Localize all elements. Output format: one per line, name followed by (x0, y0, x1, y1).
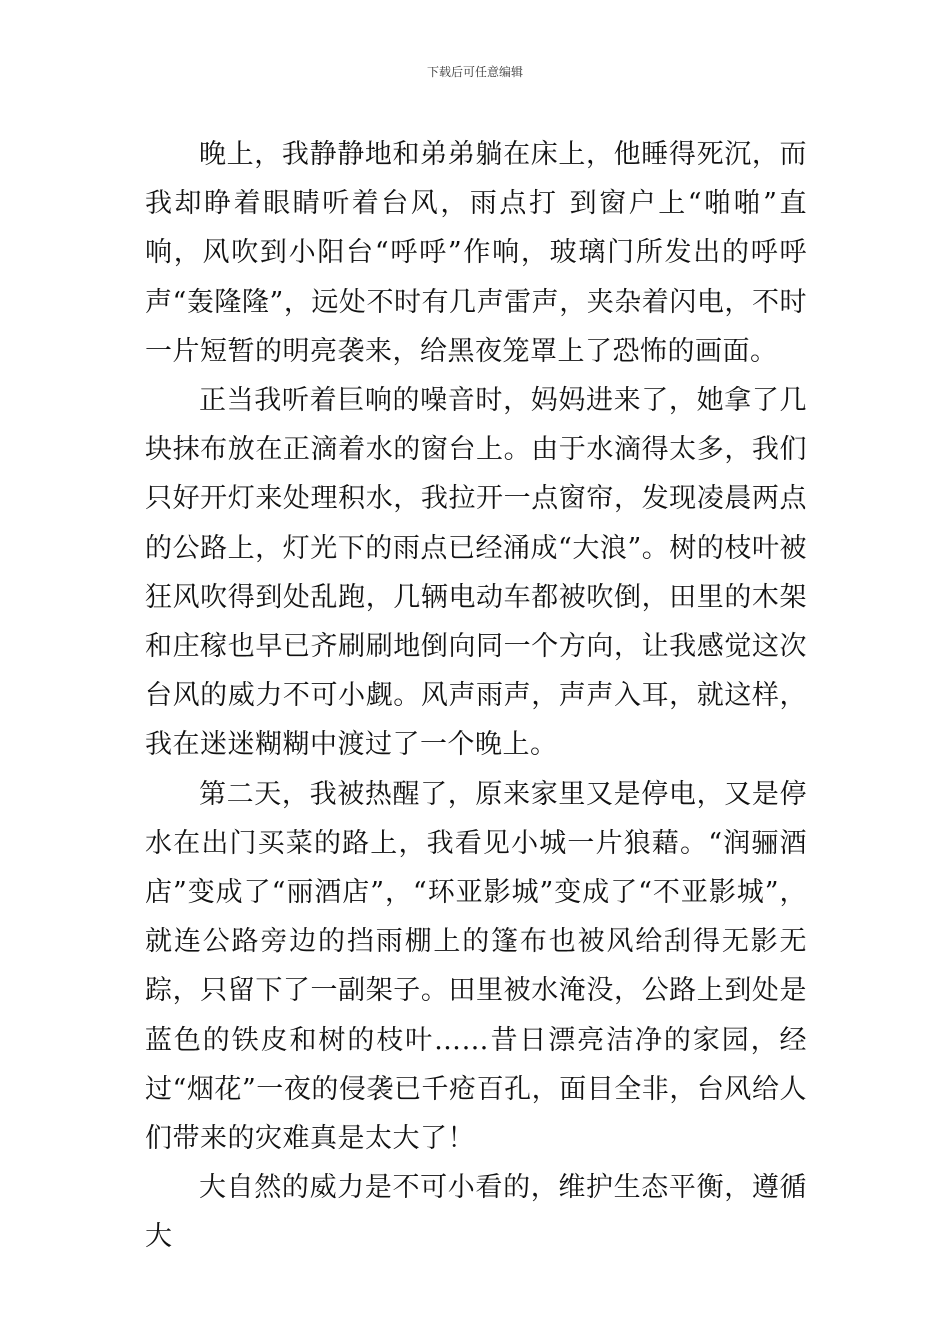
paragraph-3: 第二天，我被热醒了，原来家里又是停电，又是停水在出门买菜的路上，我看见小城一片狼藉。“润骊酒店”变成了“丽酒店”，“环亚影城”变成了“不亚影城”，就连公路旁边的挡雨棚上的篷布也被风给刮得无影无踪，只留下了一副架子。田里被水淹没，公路上到处是蓝色的铁皮和树的枝叶……昔日漂亮洁净的家园，经过“烟花”一夜的侵袭已千疮百孔，面目全非，台风给人们带来的灾难真是太大了！ (145, 778, 807, 1155)
paragraph-4: 大自然的威力是不可小看的，维护生态平衡，遵循大 (145, 1172, 807, 1253)
paragraph-2: 正当我听着巨响的噪音时，妈妈进来了，她拿了几块抹布放在正滴着水的窗台上。由于水滴得太多，我们只好开灯来处理积水，我拉开一点窗帘，发现凌晨两点的公路上，灯光下的雨点已经涌成“大浪”。树的枝叶被狂风吹得到处乱跑，几辆电动车都被吹倒，田里的木架和庄稼也早已齐刷刷地倒向同一个方向，让我感觉这次台风的威力不可小觑。风声雨声，声声入耳，就这样，我在迷迷糊糊中渡过了一个晚上。 (145, 385, 807, 761)
page-header: 下载后可任意编辑 (426, 65, 523, 79)
document-body (145, 130, 807, 1262)
paragraph-1: 晚上，我静静地和弟弟躺在床上，他睡得死沉，而我却睁着眼睛听着台风，雨点打 到窗户上“啪啪”直响，风吹到小阳台“呼呼”作响，玻璃门所发出的呼呼声“轰隆隆”，远处不时有几声雷声，夹杂着闪电，不时一片短暂的明亮袭来，给黑夜笼罩上了恐怖的画面。 (145, 139, 807, 367)
